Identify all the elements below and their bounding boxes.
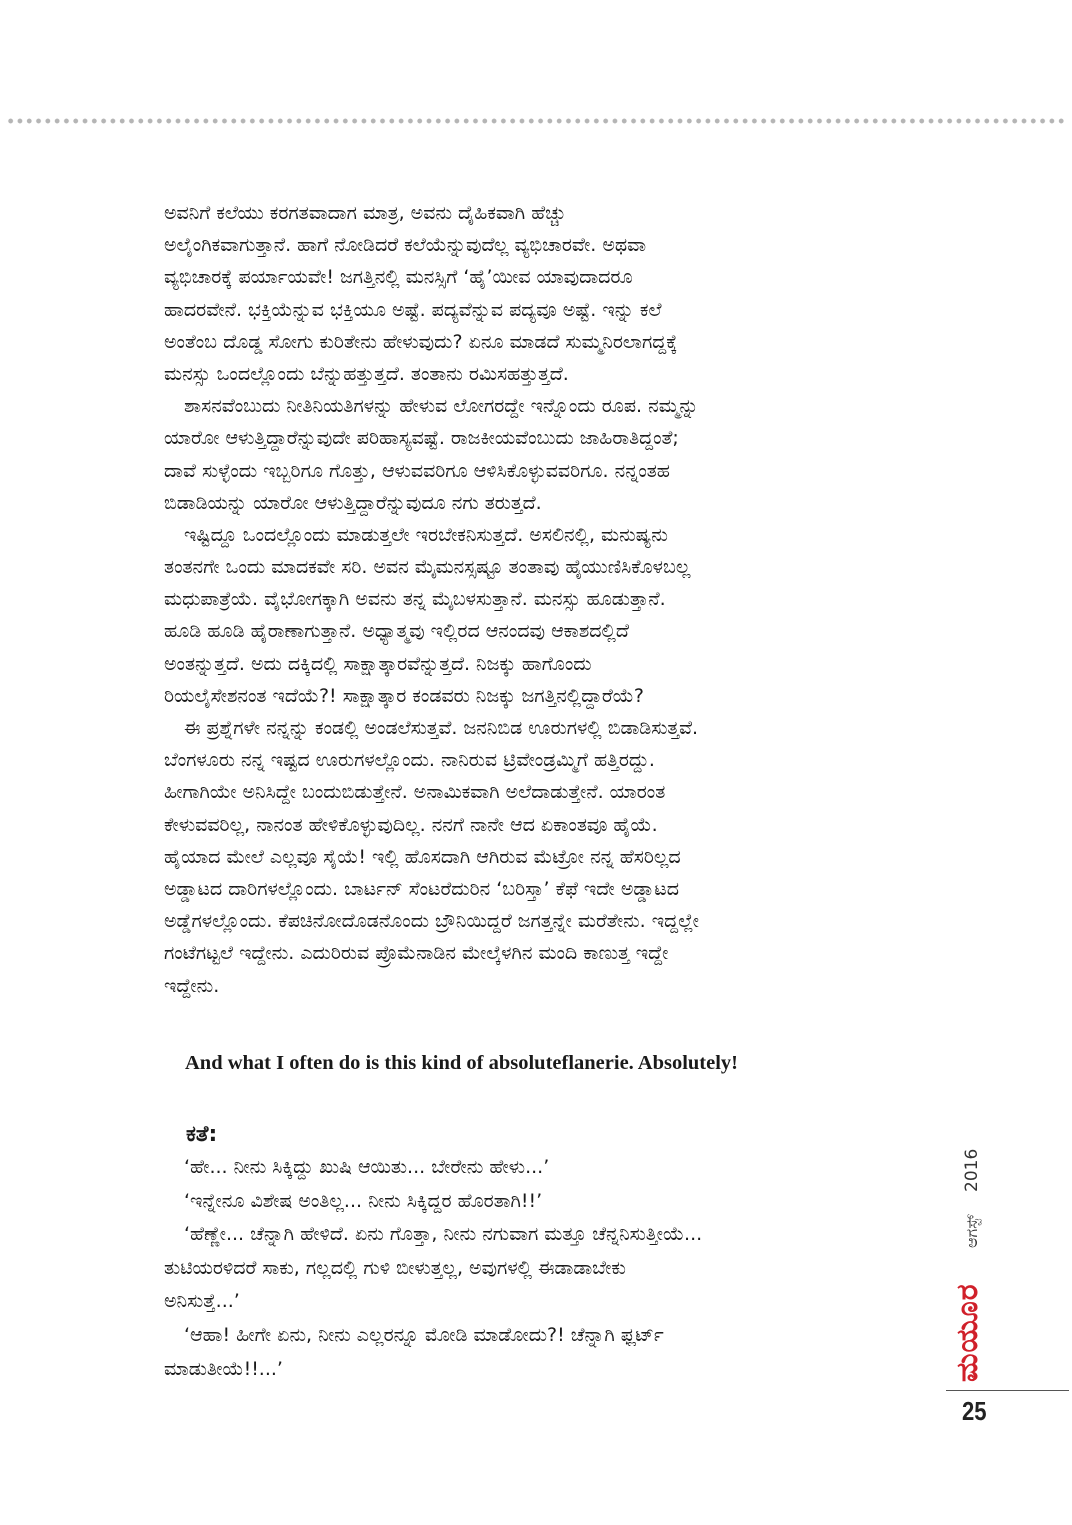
body-text-line: ಅಡ್ಡಾಟದ ದಾರಿಗಳಲ್ಲೊಂದು. ಬಾರ್ಟನ್ ಸೆಂಟರೆದುರಿನ ‘ಬರಿಸ್ತಾ’ ಕೆಫೆ ಇದೇ ಅಡ್ಡಾಟದ bbox=[164, 877, 679, 900]
body-text-line: ತಂತನಗೇ ಒಂದು ಮಾದಕವೇ ಸರಿ. ಅವನ ಮೈಮನಸ್ಸಷ್ಟೂ ತಂತಾವು ಹೈಯುಣಿಸಿಕೊಳಬಲ್ಲ bbox=[164, 556, 691, 579]
body-text-line: ಅಲೈಂಗಿಕವಾಗುತ್ತಾನೆ. ಹಾಗೆ ನೋಡಿದರೆ ಕಲೆಯೆನ್ನುವುದೆಲ್ಲ ವ್ಯಭಿಚಾರವೇ. ಅಥವಾ bbox=[164, 234, 647, 257]
story-text-line: ತುಟಿಯರಳಿದರೆ ಸಾಕು, ಗಲ್ಲದಲ್ಲಿ ಗುಳಿ ಬೀಳುತ್ತಲ್ಲ, ಅವುಗಳಲ್ಲಿ ಈಡಾಡಾಬೇಕು bbox=[164, 1256, 626, 1279]
story-text-line: ‘ಇನ್ನೇನೂ ವಿಶೇಷ ಅಂತಿಲ್ಲ... ನೀನು ಸಿಕ್ಕಿದ್ದರ ಹೊರತಾಗಿ!!’ bbox=[184, 1189, 543, 1212]
body-text-line: ಇಷ್ಟಿದ್ದೂ ಒಂದಲ್ಲೊಂದು ಮಾಡುತ್ತಲೇ ಇರಬೇಕನಿಸುತ್ತದೆ. ಅಸಲಿನಲ್ಲಿ, ಮನುಷ್ಯನು bbox=[184, 523, 668, 546]
article-body bbox=[164, 197, 924, 1002]
body-text-line: ಮನಸ್ಸು ಒಂದಲ್ಲೊಂದು ಬೆನ್ನುಹತ್ತುತ್ತದೆ. ತಂತಾನು ರಮಿಸಹತ್ತುತ್ತದೆ. bbox=[164, 362, 569, 385]
body-text-line: ಈ ಪ್ರಶ್ನೆಗಳೇ ನನ್ನನ್ನು ಕಂಡಲ್ಲಿ ಅಂಡಲೆಸುತ್ತವೆ. ಜನನಿಬಿಡ ಊರುಗಳಲ್ಲಿ ಬಿಡಾಡಿಸುತ್ತವೆ. bbox=[184, 717, 699, 739]
english-quote-line: And what I often do is this kind of absoluteflanerie. Absolutely! bbox=[185, 1052, 739, 1074]
body-text-line: ಹೀಗಾಗಿಯೇ ಅನಿಸಿದ್ದೇ ಬಂದುಬಿಡುತ್ತೇನೆ. ಅನಾಮಿಕವಾಗಿ ಅಲೆದಾಡುತ್ತೇನೆ. ಯಾರಂತ bbox=[164, 781, 666, 804]
body-text-line: ಗಂಟೆಗಟ್ಟಲೆ ಇದ್ದೇನು. ಎದುರಿರುವ ಪ್ರೊಮೆನಾಡಿನ ಮೇಲ್ಕೆಳಗಿನ ಮಂದಿ ಕಾಣುತ್ತ ಇದ್ದೇ bbox=[164, 942, 669, 965]
body-text-line: ಬೆಂಗಳೂರು ನನ್ನ ಇಷ್ಟದ ಊರುಗಳಲ್ಲೊಂದು. ನಾನಿರುವ ಟ್ರಿವೇಂಡ್ರಮ್ಮಿಗೆ ಹತ್ತಿರದ್ದು. bbox=[164, 749, 655, 772]
body-text-line: ರಿಯಲೈಸೇಶನಂತ ಇದೆಯೆ?! ಸಾಕ್ಷಾತ್ಕಾರ ಕಂಡವರು ನಿಜಕ್ಕು ಜಗತ್ತಿನಲ್ಲಿದ್ದಾರೆಯೆ? bbox=[164, 684, 644, 707]
body-text-line: ವ್ಯಭಿಚಾರಕ್ಕೆ ಪರ್ಯಾಯವೇ! ಜಗತ್ತಿನಲ್ಲಿ ಮನಸ್ಸಿಗೆ ‘ಹೈ’ಯೀವ ಯಾವುದಾದರೂ bbox=[164, 266, 633, 289]
body-text-line: ಹೂಡಿ ಹೂಡಿ ಹೈರಾಣಾಗುತ್ತಾನೆ. ಅಧ್ಯಾತ್ಮವು ಇಲ್ಲಿರದ ಆನಂದವು ಆಕಾಶದಲ್ಲಿದೆ bbox=[164, 620, 629, 643]
story-dialogue bbox=[164, 1151, 924, 1386]
body-text-line: ಯಾರೋ ಆಳುತ್ತಿದ್ದಾರೆನ್ನುವುದೇ ಪರಿಹಾಸ್ಯವಷ್ಟೆ. ರಾಜಕೀಯವೆಂಬುದು ಜಾಹಿರಾತಿದ್ದಂತೆ; bbox=[164, 427, 679, 450]
story-text-line: ಅನಿಸುತ್ತೆ...’ bbox=[164, 1290, 240, 1313]
body-text-line: ಹೈಯಾದ ಮೇಲೆ ಎಲ್ಲವೂ ಸೈಯೆ! ಇಲ್ಲಿ ಹೊಸದಾಗಿ ಆಗಿರುವ ಮೆಟ್ರೋ ನನ್ನ ಹೆಸರಿಲ್ಲದ bbox=[164, 845, 681, 868]
body-text-line: ಅಂತನ್ನುತ್ತದೆ. ಅದು ದಕ್ಕಿದಲ್ಲಿ ಸಾಕ್ಷಾತ್ಕಾರವೆನ್ನುತ್ತದೆ. ನಿಜಕ್ಕು ಹಾಗೊಂದು bbox=[164, 652, 592, 675]
body-text-line: ಶಾಸನವೆಂಬುದು ನೀತಿನಿಯತಿಗಳನ್ನು ಹೇಳುವ ಲೋಗರದ್ದೇ ಇನ್ನೊಂದು ರೂಪ. ನಮ್ಮನ್ನು bbox=[184, 395, 699, 418]
body-text-line: ಅವನಿಗೆ ಕಲೆಯು ಕರಗತವಾದಾಗ ಮಾತ್ರ, ಅವನು ದೈಹಿಕವಾಗಿ ಹೆಚ್ಚು bbox=[164, 202, 567, 224]
story-text-line: ಮಾಡುತೀಯೆ!!...’ bbox=[164, 1357, 283, 1380]
body-text-line: ಮಧುಪಾತ್ರೆಯೆ. ವೈಭೋಗಕ್ಕಾಗಿ ಅವನು ತನ್ನ ಮೈಬಳಸುತ್ತಾನೆ. ಮನಸ್ಸು ಹೂಡುತ್ತಾನೆ. bbox=[164, 588, 666, 611]
body-text-line: ಕೇಳುವವರಿಲ್ಲ, ನಾನಂತ ಹೇಳಿಕೊಳ್ಳುವುದಿಲ್ಲ. ನನಗೆ ನಾನೇ ಆದ ಏಕಾಂತವೂ ಹೈಯೆ. bbox=[164, 813, 658, 836]
body-text-line: ಹಾದರವೇನೆ. ಭಕ್ತಿಯೆನ್ನುವ ಭಕ್ತಿಯೂ ಅಷ್ಟೆ. ಪದ್ಯವೆನ್ನುವ ಪದ್ಯವೂ ಅಷ್ಟೆ. ಇನ್ನು ಕಲೆ bbox=[164, 298, 662, 321]
body-text-line: ಅಂತೆಂಬ ದೊಡ್ಡ ಸೋಗು ಕುರಿತೇನು ಹೇಳುವುದು? ಏನೂ ಮಾಡದೆ ಸುಮ್ಮನಿರಲಾಗದ್ದಕ್ಕೆ bbox=[164, 330, 678, 353]
story-text-line: ‘ಆಹಾ! ಹೀಗೇ ಏನು, ನೀನು ಎಲ್ಲರನ್ನೂ ಮೋಡಿ ಮಾಡೋದು?! ಚೆನ್ನಾಗಿ ಫ್ಲರ್ಟ್ bbox=[184, 1323, 664, 1346]
magazine-sidebar bbox=[942, 1128, 998, 1392]
issue-year: 2016 bbox=[962, 1148, 982, 1192]
story-text-line: ‘ಹೇ... ನೀನು ಸಿಕ್ಕಿದ್ದು ಖುಷಿ ಆಯಿತು... ಬೇರೇನು ಹೇಳು...’ bbox=[184, 1156, 550, 1178]
body-text-line: ಅಡ್ಡೆಗಳಲ್ಲೊಂದು. ಕೆಪಚಿನೋದೊಡನೊಂದು ಬ್ರೌನಿಯಿದ್ದರೆ ಜಗತ್ತನ್ನೇ ಮರೆತೇನು. ಇದ್ದಲ್ಲೇ bbox=[164, 910, 699, 933]
magazine-logo: ಮಯೂರ bbox=[950, 1283, 985, 1382]
story-heading: ಕತೆ: bbox=[186, 1122, 218, 1147]
page-number-rule bbox=[946, 1390, 1069, 1391]
body-text-line: ಇದ್ದೇನು. bbox=[164, 974, 220, 997]
story-text-line: ‘ಹೆಣ್ಣೇ... ಚೆನ್ನಾಗಿ ಹೇಳಿದೆ. ಏನು ಗೊತ್ತಾ, ನೀನು ನಗುವಾಗ ಮತ್ತೂ ಚೆನ್ನನಿಸುತ್ತೀಯೆ... bbox=[184, 1223, 703, 1246]
body-text-line: ದಾವೆ ಸುಳ್ಳೆಂದು ಇಬ್ಬರಿಗೂ ಗೊತ್ತು, ಆಳುವವರಿಗೂ ಆಳಿಸಿಕೊಳ್ಳುವವರಿಗೂ. ನನ್ನಂತಹ bbox=[164, 459, 670, 482]
page-number: 25 bbox=[962, 1396, 987, 1426]
body-text-line: ಬಿಡಾಡಿಯನ್ನು ಯಾರೋ ಆಳುತ್ತಿದ್ದಾರೆನ್ನುವುದೂ ನಗು ತರುತ್ತದೆ. bbox=[164, 491, 542, 514]
dotted-header-rule bbox=[6, 118, 1066, 124]
issue-month: ಆಗಸ್ಟ್ bbox=[962, 1213, 981, 1248]
